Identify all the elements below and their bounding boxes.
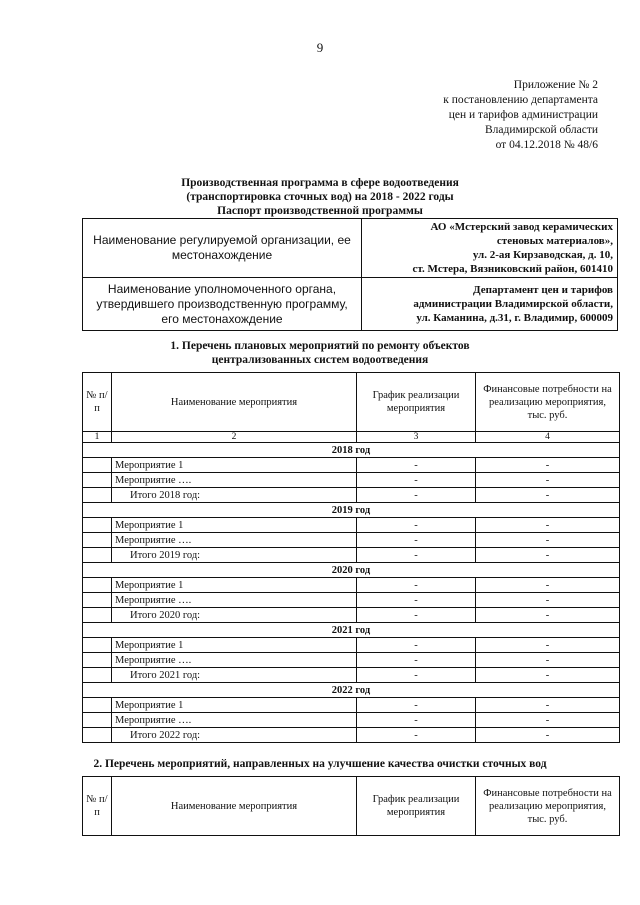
header-num: № п/п [83,777,112,836]
cell-name: Мероприятие 1 [112,518,357,533]
cell-finance: - [476,608,620,623]
cell-finance: - [476,668,620,683]
cell-name: Мероприятие 1 [112,458,357,473]
cell-name: Мероприятие 1 [112,638,357,653]
year-label: 2019 год [83,503,620,518]
appendix-line: к постановлению департамента [443,94,598,106]
cell-name: Мероприятие …. [112,713,357,728]
cell-num [83,653,112,668]
cell-schedule: - [357,548,476,563]
cell-num [83,548,112,563]
year-label: 2022 год [83,683,620,698]
cell-name: Мероприятие 1 [112,578,357,593]
appendix-line: Приложение № 2 [513,79,598,91]
table-row [83,518,620,533]
years-body [83,443,620,743]
cell-total-label: Итого 2022 год: [112,728,357,743]
cell-finance: - [476,593,620,608]
table-row [83,608,620,623]
cell-finance: - [476,458,620,473]
title-line: Паспорт производственной программы [217,205,423,217]
cell-num [83,473,112,488]
cell-num [83,578,112,593]
passport-value-line: Департамент цен и тарифов [473,284,613,296]
cell-num [83,668,112,683]
section2-heading: 2. Перечень мероприятий, направленных на улучшение качества очистки сточных вод [93,758,547,770]
table-row [83,578,620,593]
cell-total-label: Итого 2019 год: [112,548,357,563]
title-line: (транспортировка сточных вод) на 2018 - 2022 годы [186,191,454,203]
year-label: 2020 год [83,563,620,578]
table-row [83,638,620,653]
header-schedule: График реализации мероприятия [357,777,476,836]
cell-name: Мероприятие …. [112,473,357,488]
cell-finance: - [476,473,620,488]
passport-value-line: ул. Каманина, д.31, г. Владимир, 600009 [416,312,613,324]
cell-schedule: - [357,698,476,713]
table-row [83,533,620,548]
cell-schedule: - [357,458,476,473]
cell-finance: - [476,638,620,653]
header-name: Наименование мероприятия [112,777,357,836]
cell-finance: - [476,533,620,548]
passport-value-line: АО «Мстерский завод керамических [430,221,613,233]
col-number: 2 [112,432,357,443]
cell-schedule: - [357,533,476,548]
cell-finance: - [476,488,620,503]
year-label: 2021 год [83,623,620,638]
cell-finance: - [476,653,620,668]
cell-name: Мероприятие …. [112,593,357,608]
table-row [83,728,620,743]
cell-name: Мероприятие …. [112,653,357,668]
cell-num [83,638,112,653]
table-row [83,593,620,608]
passport-value-line: ст. Мстера, Вязниковский район, 601410 [412,263,613,275]
header-schedule: График реализации мероприятия [357,373,476,432]
section2-table [82,776,620,836]
appendix-date: от 04.12.2018 № 48/6 [495,139,598,151]
passport-value [362,219,618,278]
cell-num [83,533,112,548]
year-row [83,443,620,458]
cell-schedule: - [357,488,476,503]
passport-label: Наименование уполномоченного органа, утвердившего производственную программу, его местонахождение [83,278,362,331]
cell-num [83,608,112,623]
cell-num [83,728,112,743]
cell-name: Мероприятие 1 [112,698,357,713]
table-row [83,458,620,473]
cell-num [83,698,112,713]
passport-value-line: администрации Владимирской области, [413,298,613,310]
table-row [83,713,620,728]
cell-finance: - [476,548,620,563]
table-row [83,668,620,683]
title-line: Производственная программа в сфере водоотведения [181,177,459,189]
cell-schedule: - [357,713,476,728]
cell-finance: - [476,728,620,743]
header-num: № п/п [83,373,112,432]
cell-schedule: - [357,653,476,668]
cell-num [83,713,112,728]
cell-schedule: - [357,728,476,743]
passport-table [82,218,618,331]
header-name: Наименование мероприятия [112,373,357,432]
cell-num [83,593,112,608]
col-number: 3 [357,432,476,443]
year-row [83,563,620,578]
column-number-row [83,432,620,443]
table-row [83,653,620,668]
cell-name: Мероприятие …. [112,533,357,548]
year-row [83,503,620,518]
cell-schedule: - [357,638,476,653]
header-finance: Финансовые потребности на реализацию мероприятия, тыс. руб. [476,777,620,836]
table-row [83,488,620,503]
cell-num [83,488,112,503]
cell-total-label: Итого 2021 год: [112,668,357,683]
cell-schedule: - [357,608,476,623]
header-finance: Финансовые потребности на реализацию мероприятия, тыс. руб. [476,373,620,432]
appendix-line: Владимирской области [484,124,598,136]
passport-value-line: ул. 2-ая Кирзаводская, д. 10, [472,249,613,261]
cell-finance: - [476,518,620,533]
table-row [83,473,620,488]
table-header-row [83,777,620,836]
year-row [83,683,620,698]
year-row [83,623,620,638]
page-number: 9 [316,40,324,55]
cell-schedule: - [357,593,476,608]
section1-heading: 1. Перечень плановых мероприятий по ремонту объектов централизованных систем водоотведения [170,340,470,366]
year-label: 2018 год [83,443,620,458]
passport-label: Наименование регулируемой организации, ее местонахождение [83,219,362,278]
cell-finance: - [476,713,620,728]
cell-total-label: Итого 2020 год: [112,608,357,623]
cell-schedule: - [357,578,476,593]
table-row [83,548,620,563]
table-header-row [83,373,620,432]
section1-table [82,372,620,743]
appendix-block [443,78,598,153]
passport-value-line: стеновых материалов», [496,235,613,247]
table-row [83,698,620,713]
cell-schedule: - [357,668,476,683]
cell-finance: - [476,698,620,713]
cell-num [83,458,112,473]
cell-num [83,518,112,533]
col-number: 4 [476,432,620,443]
cell-finance: - [476,578,620,593]
cell-schedule: - [357,518,476,533]
col-number: 1 [83,432,112,443]
cell-total-label: Итого 2018 год: [112,488,357,503]
appendix-line: цен и тарифов администрации [448,109,598,121]
cell-schedule: - [357,473,476,488]
document-title [0,176,640,218]
passport-row [83,219,618,278]
passport-value [362,278,618,331]
passport-row [83,278,618,331]
